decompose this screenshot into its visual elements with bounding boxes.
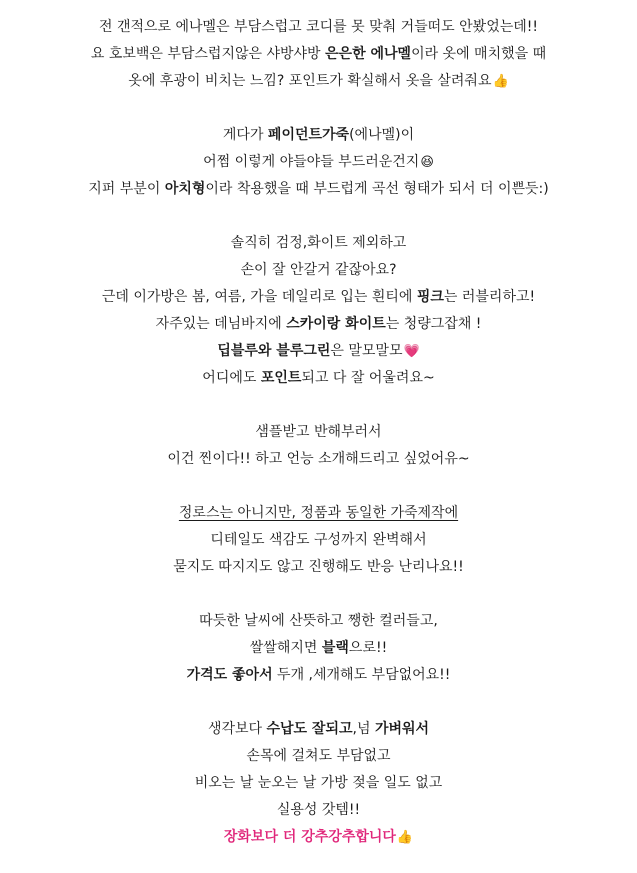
leather-line-2: [0, 152, 637, 172]
text: 근데 이가방은 봄, 여름, 가을 데일리로 입는 흰티에: [101, 289, 417, 305]
text: 이라 옷에 매치했을 때: [411, 46, 547, 62]
text: 따듯한 날씨에 산뜻하고 쨍한 컬러들고,: [199, 613, 438, 629]
highlight-storage: 수납도 잘되고: [266, 721, 353, 737]
quality-line-1: [0, 503, 637, 523]
text: 전 갠적으로 에나멜은 부담스럽고 코디를 못 맞춰 거들떠도 안봤었는데!!: [98, 19, 539, 35]
practical-line-2: [0, 746, 637, 766]
color-line-1: [0, 233, 637, 253]
text: 실용성 갓템!!: [276, 802, 361, 818]
text: 디테일도 색감도 구성까지 완벽해서: [210, 532, 427, 548]
highlight-recommend: 장화보다 더 강추강추합니다: [223, 829, 396, 845]
intro-line-2: [0, 44, 637, 64]
text: 두개 ,세개해도 부담없어요!!: [272, 667, 451, 683]
highlight-price: 가격도 좋아서: [186, 667, 273, 683]
pink-heart-icon: 💗: [403, 344, 420, 359]
highlight-enamel: 은은한 에나멜: [325, 46, 412, 62]
highlight-light: 가벼워서: [374, 721, 430, 737]
text: (에나멜)이: [349, 127, 415, 143]
highlight-point: 포인트: [260, 370, 302, 386]
color-line-6: [0, 368, 637, 388]
text: 으로!!: [348, 640, 388, 656]
text: ,넘: [352, 721, 375, 737]
season-line-1: [0, 611, 637, 631]
text: 묻지도 따지지도 않고 진행해도 반응 난리나요!!: [173, 559, 464, 575]
quality-line-2: [0, 530, 637, 550]
intro-line-1: [0, 17, 637, 37]
text: 은 말모말모: [330, 343, 403, 359]
text: 지퍼 부분이: [88, 181, 165, 197]
text: 는 청량그잡채 !: [385, 316, 482, 332]
text: 는 러블리하고!: [443, 289, 536, 305]
text: 이라 착용했을 때 부드럽게 곡선 형태가 되서 더 이쁜듯:): [205, 181, 549, 197]
season-line-3: [0, 665, 637, 685]
text: 이건 찐이다!! 하고 언능 소개해드리고 싶었어유~: [167, 451, 470, 467]
practical-line-4: [0, 800, 637, 820]
color-line-4: [0, 314, 637, 334]
highlight-arch: 아치형: [164, 181, 206, 197]
text: 옷에 후광이 비치는 느낌? 포인트가 확실해서 옷을 살려줘요: [128, 73, 492, 89]
underlined-notice: 정로스는 아니지만, 정품과 동일한 가죽제작에: [178, 505, 459, 521]
highlight-patent-leather: 페이던트가죽: [267, 127, 350, 143]
highlight-deep-blue: 딥블루와 블루그린: [217, 343, 331, 359]
leather-line-1: [0, 125, 637, 145]
highlight-black: 블랙: [321, 640, 349, 656]
color-line-5: [0, 341, 637, 361]
text: 솔직히 검정,화이트 제외하고: [230, 235, 407, 251]
text: 쌀쌀해지면: [249, 640, 322, 656]
text: 자주있는 데님바지에: [155, 316, 287, 332]
intro-line-3: [0, 71, 637, 91]
thumbs-up-icon: 👍: [396, 830, 414, 845]
sample-line-2: [0, 449, 637, 469]
text: 샘플받고 반해부러서: [255, 424, 382, 440]
text: 게다가: [222, 127, 268, 143]
color-line-3: [0, 287, 637, 307]
highlight-pink: 핑크: [416, 289, 444, 305]
text: 생각보다: [207, 721, 267, 737]
text: 되고 다 잘 어울려요~: [301, 370, 435, 386]
text: 요 호보백은 부담스럽지않은 샤방샤방: [90, 46, 326, 62]
practical-line-3: [0, 773, 637, 793]
recommend-line: [0, 827, 637, 847]
text: 비오는 날 눈오는 날 가방 젖을 일도 없고: [194, 775, 443, 791]
grinning-face-icon: 😆: [420, 155, 434, 170]
highlight-sky-white: 스카이랑 화이트: [286, 316, 386, 332]
leather-line-3: [0, 179, 637, 199]
text: 어디에도: [202, 370, 261, 386]
sample-line-1: [0, 422, 637, 442]
practical-line-1: [0, 719, 637, 739]
quality-line-3: [0, 557, 637, 577]
thumbs-up-icon: 👍: [492, 74, 509, 89]
season-line-2: [0, 638, 637, 658]
text: 손목에 걸쳐도 부담없고: [246, 748, 391, 764]
color-line-2: [0, 260, 637, 280]
text: 손이 잘 안갈거 같잖아요?: [240, 262, 397, 278]
text: 어쩜 이렇게 야들야들 부드러운건지: [203, 154, 420, 170]
